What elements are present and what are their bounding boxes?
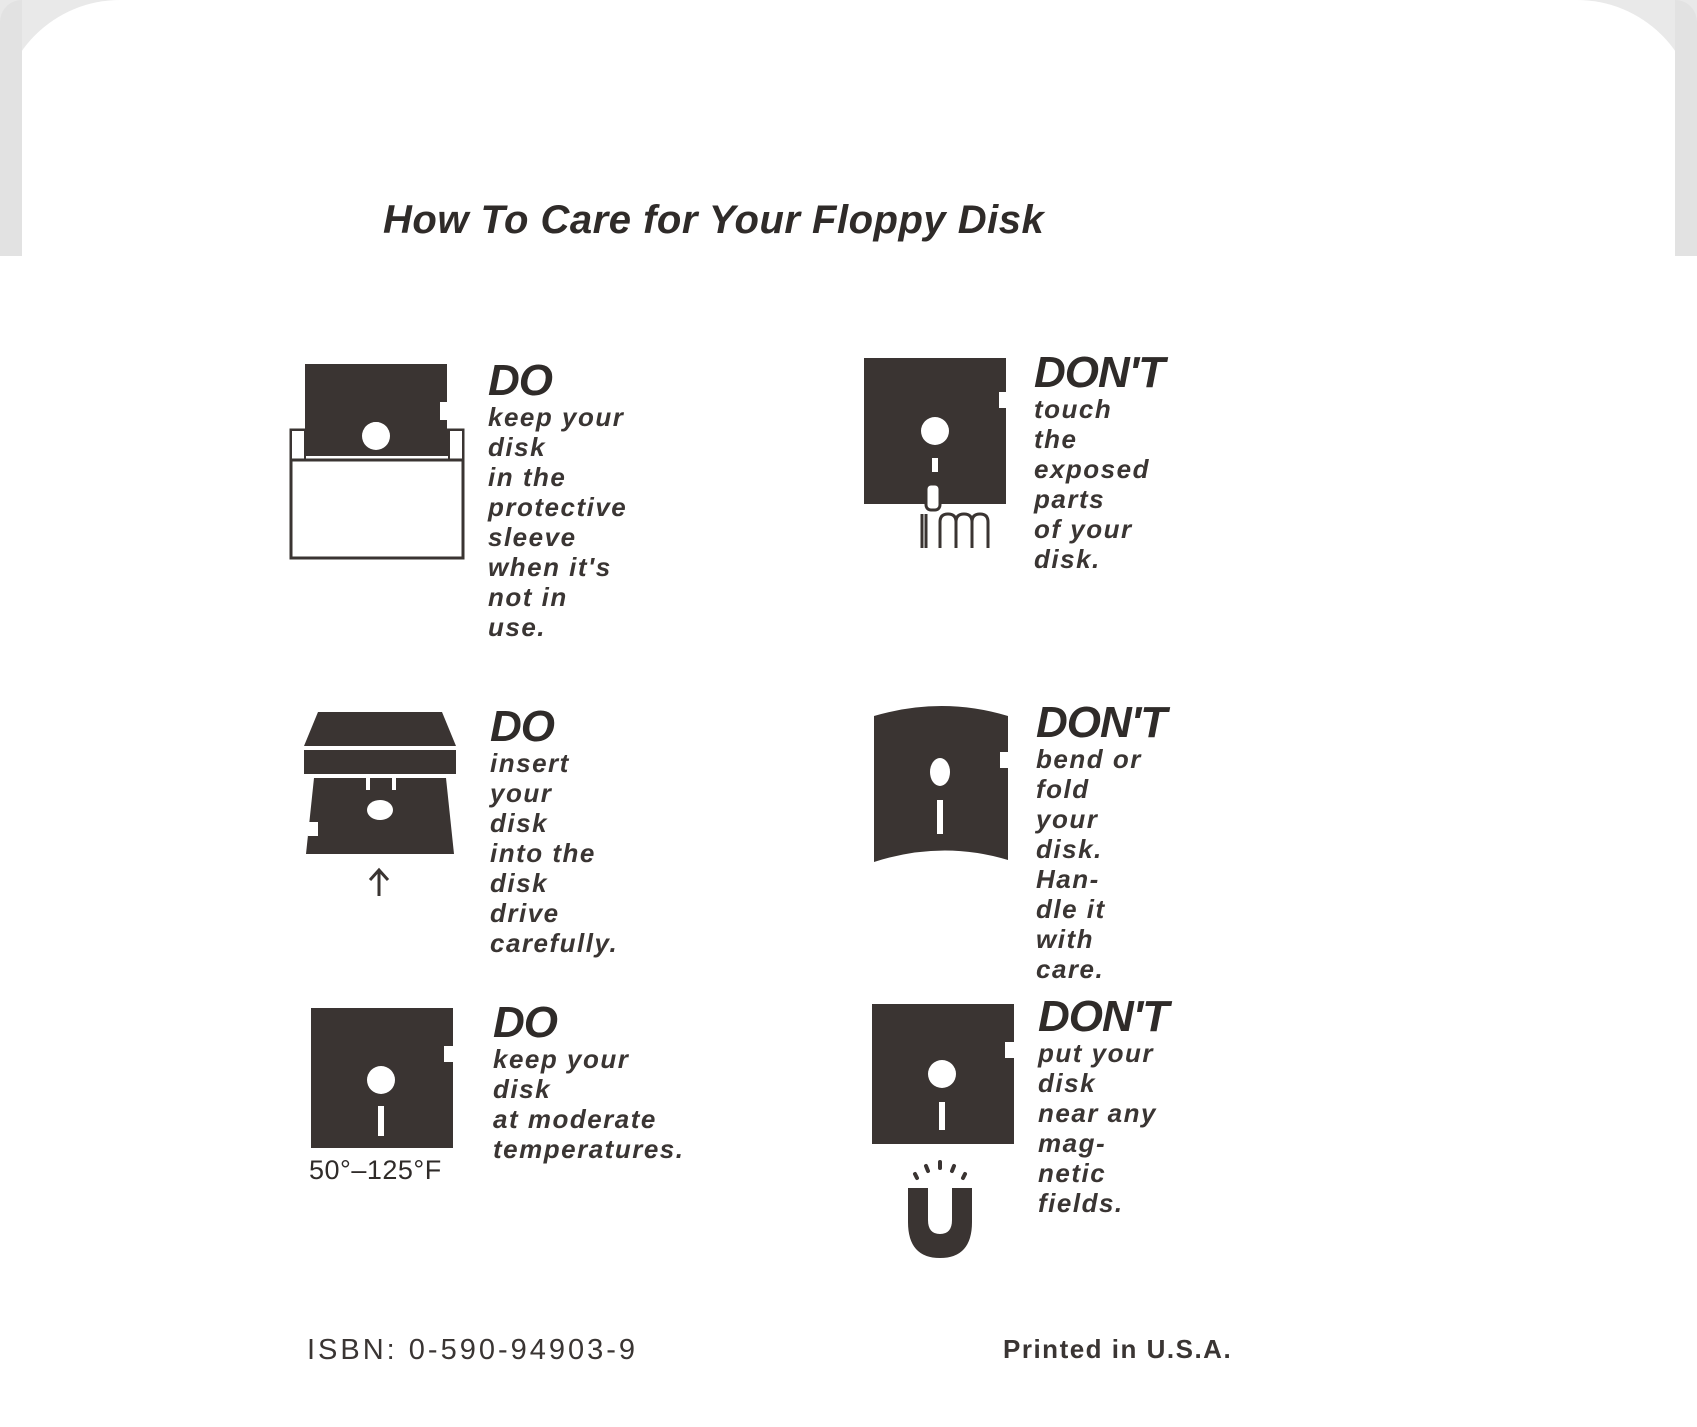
disk-touch-hand-icon [862, 356, 1012, 551]
care-heading: DON'T [1034, 348, 1165, 397]
care-heading: DO [493, 998, 557, 1047]
disk-in-sleeve-icon [288, 362, 468, 562]
care-heading: DON'T [1036, 698, 1167, 747]
sheet-edge-right [1675, 0, 1697, 256]
care-description: insert your disk into the disk drive carefully. [490, 748, 619, 958]
care-item-text [1038, 992, 1169, 1218]
disk-magnet-icon [870, 1002, 1016, 1264]
care-item-text [490, 702, 619, 958]
printed-in-label: Printed in U.S.A. [1003, 1334, 1233, 1364]
isbn-number: ISBN: 0-590-94903-9 [307, 1334, 639, 1366]
care-description: bend or fold your disk. Han- dle it with care. [1036, 744, 1142, 984]
care-description: keep your disk at moderate temperatures. [493, 1044, 685, 1164]
care-description: put your disk near any mag- netic fields. [1038, 1038, 1157, 1218]
care-heading: DO [488, 356, 552, 405]
care-item-text [1034, 348, 1165, 574]
page-title: How To Care for Your Floppy Disk [383, 198, 1045, 242]
bent-disk-icon [872, 702, 1012, 866]
care-description: keep your disk in the protective sleeve when it's not in use. [488, 402, 628, 642]
care-description: touch the exposed parts of your disk. [1034, 394, 1150, 574]
care-item-text [493, 998, 685, 1164]
care-item-text [1036, 698, 1167, 984]
disk-temperature-icon [309, 1006, 455, 1150]
disk-drive-insert-icon [300, 710, 460, 900]
temperature-range-label: 50°–125°F [309, 1155, 442, 1185]
care-item-text [488, 356, 628, 642]
care-heading: DO [490, 702, 554, 751]
care-heading: DON'T [1038, 992, 1169, 1041]
sheet-edge-left [0, 0, 22, 256]
